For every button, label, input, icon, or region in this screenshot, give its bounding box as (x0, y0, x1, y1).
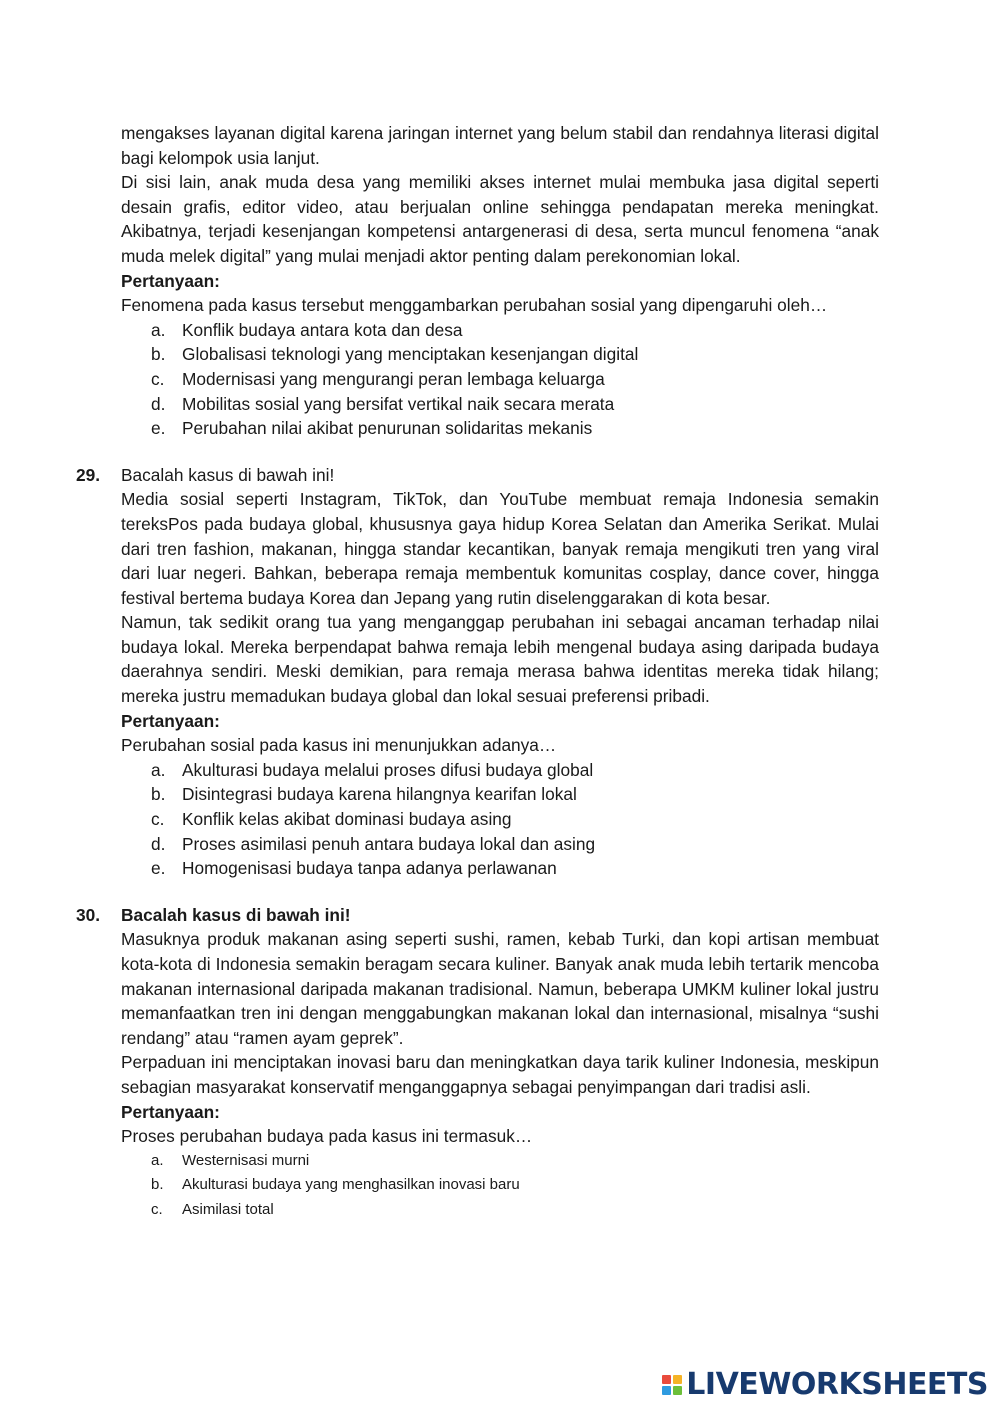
answer-option-b[interactable] (121, 342, 879, 367)
answer-options (121, 758, 879, 881)
question-heading: Bacalah kasus di bawah ini! (121, 904, 351, 925)
question-text: Fenomena pada kasus tersebut menggambarkan perubahan sosial yang dipengaruhi oleh… (121, 295, 828, 316)
answer-options (121, 318, 879, 441)
option-letter: d. (151, 393, 166, 414)
question-text: Perubahan sosial pada kasus ini menunjukkan adanya… (121, 735, 557, 756)
option-letter: b. (151, 1176, 164, 1194)
answer-option-b[interactable] (121, 782, 879, 807)
logo-square-red (662, 1375, 671, 1384)
option-text: Perubahan nilai akibat penurunan solidaritas mekanis (182, 418, 593, 439)
answer-option-e[interactable] (121, 416, 879, 441)
option-text: Akulturasi budaya melalui proses difusi budaya global (182, 759, 594, 780)
case-paragraph: Perpaduan ini menciptakan inovasi baru dan meningkatkan daya tarik kuliner Indonesia, meskipun sebagian masyarakat konservatif menganggapnya sebagai penyimpangan dari tradisi asli. (121, 1052, 879, 1097)
option-text: Proses asimilasi penuh antara budaya lokal dan asing (182, 833, 596, 854)
answer-option-d[interactable] (121, 832, 879, 857)
option-text: Akulturasi budaya yang menghasilkan inovasi baru (182, 1176, 520, 1194)
option-letter: c. (151, 1200, 163, 1218)
option-text: Homogenisasi budaya tanpa adanya perlawanan (182, 858, 557, 879)
option-letter: c. (151, 809, 165, 830)
question-label: Pertanyaan: (121, 710, 220, 731)
option-text: Konflik kelas akibat dominasi budaya asing (182, 809, 512, 830)
liveworksheets-logo-text: LIVEWORKSHEETS (686, 1367, 988, 1402)
option-letter: b. (151, 344, 166, 365)
worksheet-content (76, 121, 879, 1223)
option-text: Mobilitas sosial yang bersifat vertikal naik secara merata (182, 393, 615, 414)
answer-option-c[interactable] (121, 367, 879, 392)
case-paragraph: Namun, tak sedikit orang tua yang menganggap perubahan ini sebagai ancaman terhadap nilai budaya lokal. Mereka berpendapat bahwa remaja lebih mengenal budaya asing daripada budaya daerahnya sendiri. Meski demikian, para remaja merasa bahwa identitas mereka tidak hilang; mereka justru memadukan budaya global dan lokal sesuai preferensi pribadi. (121, 612, 879, 707)
logo-square-blue (662, 1386, 671, 1395)
answer-option-d[interactable] (121, 392, 879, 417)
answer-option-a[interactable] (121, 758, 879, 783)
answer-option-c[interactable] (121, 1198, 879, 1223)
case-paragraph: Media sosial seperti Instagram, TikTok, dan YouTube membuat remaja Indonesia semakin tereksPos pada budaya global, khususnya gaya hidup Korea Selatan dan Amerika Serikat. Mulai dari tren fashion, makanan, hingga standar kecantikan, banyak remaja mengikuti tren yang viral dari luar negeri. Bahkan, beberapa remaja membentuk komunitas cosplay, dance cover, hingga festival bertema budaya Korea dan Jepang yang rutin diselenggarakan di kota besar. (121, 489, 879, 608)
question-label: Pertanyaan: (121, 1101, 220, 1122)
option-text: Westernisasi murni (182, 1151, 310, 1169)
option-letter: d. (151, 833, 166, 854)
case-paragraph: Di sisi lain, anak muda desa yang memiliki akses internet mulai membuka jasa digital seperti desain grafis, editor video, atau berjualan online sehingga pendapatan mereka meningkat. Akibatnya, terjadi kesenjangan kompetensi antargenerasi di desa, serta muncul fenomena “anak muda melek digital” yang mulai menjadi aktor penting dalam perekonomian lokal. (121, 172, 879, 266)
option-text: Globalisasi teknologi yang menciptakan kesenjangan digital (182, 344, 639, 365)
option-letter: e. (151, 418, 166, 439)
question-label: Pertanyaan: (121, 270, 220, 291)
option-text: Konflik budaya antara kota dan desa (182, 319, 463, 340)
logo-square-yellow (673, 1375, 682, 1384)
question-heading: Bacalah kasus di bawah ini! (121, 464, 335, 485)
question-29 (76, 463, 879, 881)
option-letter: c. (151, 368, 165, 389)
liveworksheets-logo[interactable] (662, 1367, 988, 1402)
option-text: Disintegrasi budaya karena hilangnya kearifan lokal (182, 784, 577, 805)
case-paragraph: Masuknya produk makanan asing seperti sushi, ramen, kebab Turki, dan kopi artisan membuat kota-kota di Indonesia semakin beragam secara kuliner. Banyak anak muda lebih tertarik mencoba makanan internasional daripada makanan tradisional. Namun, beberapa UMKM kuliner lokal justru memanfaatkan tren ini dengan menggabungkan makanan lokal dan internasional, misalnya “sushi rendang” atau “ramen ayam geprek”. (121, 929, 879, 1048)
question-number: 29. (76, 464, 101, 485)
question-text: Proses perubahan budaya pada kasus ini termasuk… (121, 1126, 533, 1147)
option-letter: b. (151, 784, 166, 805)
question-28-continued (121, 121, 879, 441)
logo-square-green (673, 1386, 682, 1395)
answer-option-b[interactable] (121, 1173, 879, 1198)
option-text: Modernisasi yang mengurangi peran lembaga keluarga (182, 368, 605, 389)
option-letter: a. (151, 319, 166, 340)
answer-option-a[interactable] (121, 1149, 879, 1174)
answer-option-e[interactable] (121, 856, 879, 881)
question-30 (76, 903, 879, 1223)
question-number: 30. (76, 904, 101, 925)
option-letter: a. (151, 1151, 164, 1169)
case-paragraph: mengakses layanan digital karena jaringan internet yang belum stabil dan rendahnya literasi digital bagi kelompok usia lanjut. (121, 123, 879, 168)
liveworksheets-logo-icon (662, 1375, 682, 1395)
answer-option-a[interactable] (121, 318, 879, 343)
answer-option-c[interactable] (121, 807, 879, 832)
option-letter: a. (151, 759, 166, 780)
option-letter: e. (151, 858, 166, 879)
answer-options (121, 1149, 879, 1223)
option-text: Asimilasi total (182, 1200, 274, 1218)
